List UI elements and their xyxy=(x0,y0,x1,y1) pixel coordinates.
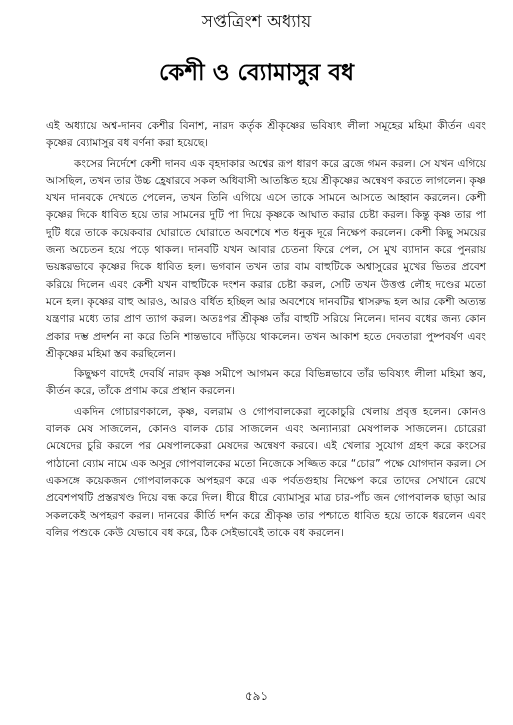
chapter-title: কেশী ও ব্যোমাসুর বধ xyxy=(158,60,354,86)
vyomasura-paragraph: একদিন গোচারণকালে, কৃষ্ণ, বলরাম ও গোপবালকেরা লুকোচুরি খেলায় প্রবৃত্ত হলেন। কোনও বালক মেষ সাজলেন, কোনও বালক চোর সাজলেন এবং অন্যান্যরা মেষপালক সাজলেন। চোরেরা মেষেদের চুরি করলে পর মেষপালকেরা মেষদের অন্বেষণ করবে। এই খেলার সুযোগ গ্রহণ করে কংসের পাঠানো ব্যোম নামে এক অসুর গোপবালকের মতো নিজেকে সজ্জিত করে “চোর” পক্ষে যোগদান করল। সে একসঙ্গে কয়েকজন গোপবালককে অপহরণ করে এক পর্বতগুহায় নিক্ষেপ করে তাদের সেখানে রেখে প্রবেশপথটি প্রস্তরখণ্ড দিয়ে বন্ধ করে দিল। ধীরে ধীরে ব্যোমাসুর মাত্র চার-পাঁচ জন গোপবালক ছাড়া আর সকলকেই অপহরণ করল। দানবের কীর্তি দর্শন করে শ্রীকৃষ্ণ তার পশ্চাতে ধাবিত হয়ে তাকে ধরলেন এবং বলির পশুকে কেউ যেভাবে বধ করে, ঠিক সেইভাবেই তাকে বধ করলেন। xyxy=(46,405,486,539)
narada-paragraph: কিছুক্ষণ বাদেই দেবর্ষি নারদ কৃষ্ণ সমীপে আগমন করে বিভিন্নভাবে তাঁর ভবিষ্যৎ লীলা মহিমা স্তব, কীর্তন করে, তাঁকে প্রণাম করে প্রস্থান করলেন। xyxy=(46,368,486,398)
chapter-body xyxy=(46,118,486,545)
chapter-label: সপ্তত্রিংশ অধ্যায় xyxy=(201,12,312,32)
keshi-paragraph: কংসের নির্দেশে কেশী দানব এক বৃহদাকার অশ্বের রূপ ধারণ করে ব্রজে গমন করল। সে যখন এগিয়ে আসছিল, তখন তার উচ্চ হ্রেষারবে সকল অধিবাসী আতঙ্কিত হয়ে শ্রীকৃষ্ণের অন্বেষণ করতে লাগলেন। কৃষ্ণ যখন দানবকে দেখতে পেলেন, তখন তিনি এগিয়ে এসে তাকে সামনে আসতে আহ্বান করলেন। কেশী কৃষ্ণের দিকে ধাবিত হয়ে তার সামনের দুটি পা দিয়ে কৃষ্ণকে আঘাত করার চেষ্টা করল। কিন্তু কৃষ্ণ তার পা দুটি ধরে তাকে কয়েকবার ঘোরাতে ঘোরাতে অবশেষে শত ধনুক দূরে নিক্ষেপ করলেন। কেশী কিছু সময়ের জন্য অচেতন হয়ে পড়ে থাকল। দানবটি যখন আবার চেতনা ফিরে পেল, সে মুখ ব্যাদান করে পুনরায় ভয়ঙ্করভাবে কৃষ্ণের দিকে ধাবিত হল। ভগবান তখন তার বাম বাহুটিকে অশ্বাসুরের মুখের ভিতর প্রবেশ করিয়ে দিলেন এবং কেশী যখন বাহুটিকে দংশন করার চেষ্টা করল, সেটি তখন উত্তপ্ত লৌহ দণ্ডের মতো মনে হল। কৃষ্ণের বাহু আরও, আরও বর্ধিত হচ্ছিল আর অবশেষে দানবটির শ্বাসরুদ্ধ হল আর কেশী অত্যন্ত যন্ত্রণার মধ্যে তার প্রাণ ত্যাগ করল। অতঃপর শ্রীকৃষ্ণ তাঁর বাহুটি সরিয়ে নিলেন। দানব বধের জন্য কোন প্রকার দম্ভ প্রদর্শন না করে তিনি শান্তভাবে দাঁড়িয়ে থাকলেন। তখন আকাশ হতে দেবতারা পুষ্পবর্ষণ এবং শ্রীকৃষ্ণের মহিমা স্তব করছিলেন। xyxy=(46,157,486,360)
chapter-summary-paragraph: এই অধ্যায়ে অশ্ব-দানব কেশীর বিনাশ, নারদ কর্তৃক শ্রীকৃষ্ণের ভবিষ্যৎ লীলা সমূহের মহিমা কীর্তন এবং কৃষ্ণের ব্যোমাসুর বধ বর্ণনা করা হয়েছে। xyxy=(46,120,486,150)
page-number: ৫৯১ xyxy=(244,689,269,703)
